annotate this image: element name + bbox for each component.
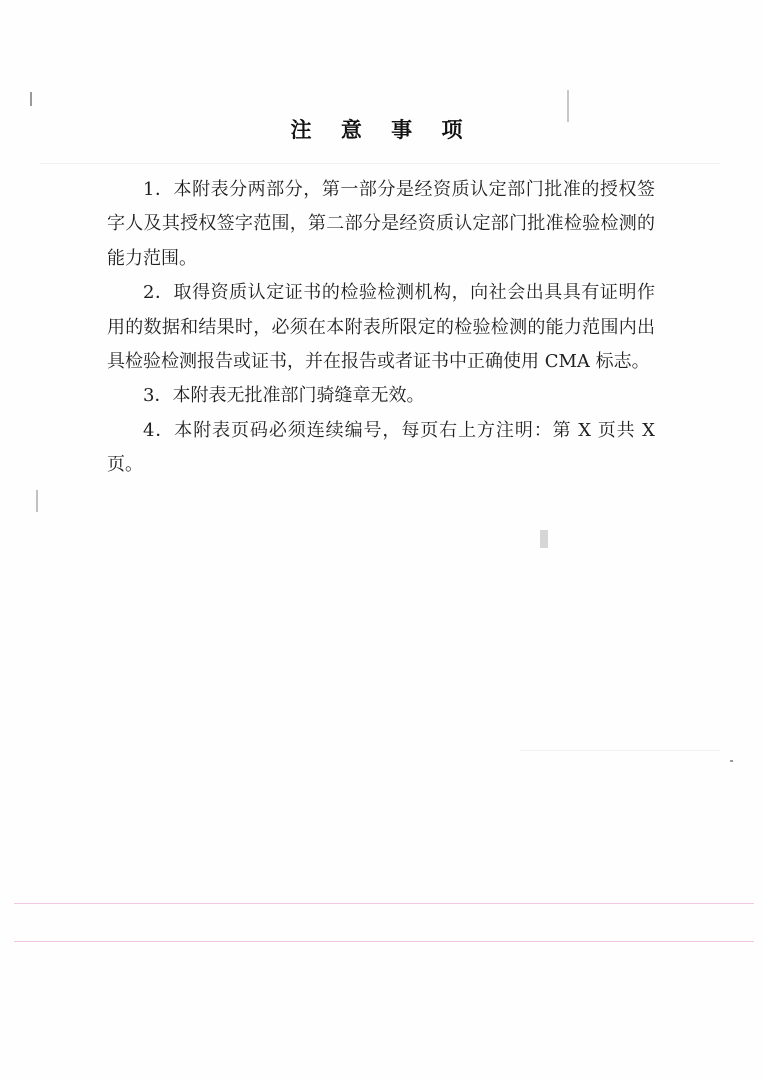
scan-mark [540, 530, 548, 548]
footer-rule-top [14, 903, 754, 904]
notice-item-3: 3．本附表无批准部门骑缝章无效。 [143, 385, 425, 407]
page-title: 注 意 事 项 [290, 117, 474, 143]
notice-item-1: 1．本附表分两部分，第一部分是经资质认定部门批准的授权签字人及其授权签字范围，第二部分是经资质认定部门批准检验检测的能力范围。 [107, 179, 655, 269]
footer-rule-bottom [14, 941, 754, 942]
scan-mark [730, 760, 733, 762]
notice-item-4: 4．本附表页码必须连续编号，每页右上方注明：第 X 页共 X 页。 [107, 419, 655, 476]
scan-mark [30, 92, 32, 106]
notice-body [107, 173, 655, 483]
scan-artifact-line [520, 750, 720, 751]
notice-item-2: 2．取得资质认定证书的检验检测机构，向社会出具具有证明作用的数据和结果时，必须在本附表所限定的检验检测的能力范围内出具检验检测报告或证书，并在报告或者证书中正确使用 CMA 标志。 [107, 282, 655, 373]
scan-artifact-line [40, 163, 720, 164]
scan-mark [36, 490, 38, 512]
